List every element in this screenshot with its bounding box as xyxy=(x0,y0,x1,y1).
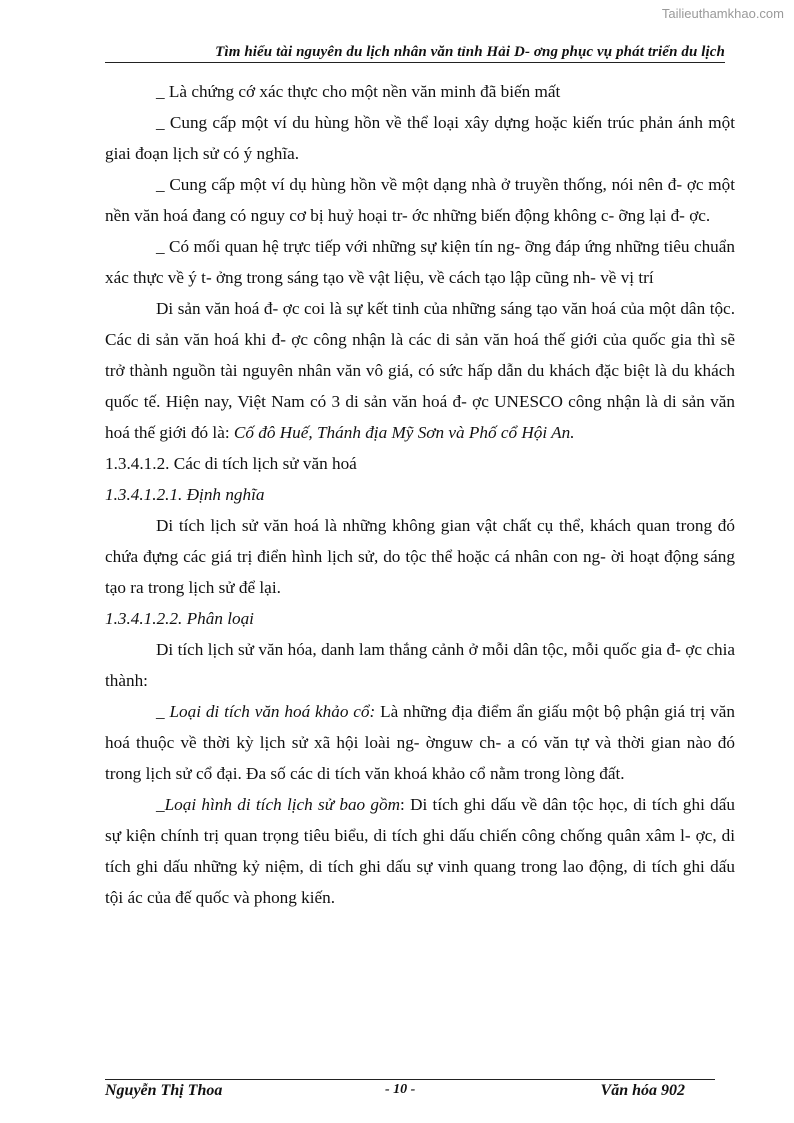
footer-course: Văn hóa 902 xyxy=(600,1082,685,1099)
subsection-heading-classification: 1.3.4.1.2.2. Phân loại xyxy=(105,609,254,628)
section-heading: 1.3.4.1.2. Các di tích lịch sử văn hoá xyxy=(105,454,357,473)
page-footer xyxy=(105,1082,715,1106)
archaeology-paragraph xyxy=(105,696,735,789)
watermark: Tailieuthamkhao.com xyxy=(661,6,784,21)
subsection-heading-definition: 1.3.4.1.2.1. Định nghĩa xyxy=(105,485,265,504)
definition-paragraph: Di tích lịch sử văn hoá là những không gian vật chất cụ thể, khách quan trong đó chứa đựng các giá trị điển hình lịch sử, do tộc thể hoặc cá nhân con ng- ời hoạt động sáng tạo ra trong lịch sử để lại. xyxy=(105,516,735,597)
bullet-paragraph: _ Là chứng cớ xác thực cho một nền văn minh đã biến mất xyxy=(156,82,561,101)
footer-divider xyxy=(105,1079,715,1080)
page-body xyxy=(105,76,735,913)
classification-paragraph: Di tích lịch sử văn hóa, danh lam thắng cảnh ở mỗi dân tộc, mỗi quốc gia đ- ợc chia thành: xyxy=(105,640,735,690)
footer-author: Nguyễn Thị Thoa xyxy=(105,1082,223,1099)
bullet-paragraph: _ Cung cấp một ví dụ hùng hồn về một dạng nhà ở truyền thống, nói nên đ- ợc một nền văn hoá đang có nguy cơ bị huỷ hoại tr- ớc những biến động không c- ỡng lại đ- ợc. xyxy=(105,175,735,225)
paragraph-text: Là những địa điểm ẩn giấu một bộ phận giá trị văn hoá thuộc về thời kỳ lịch sử xã hội loài ng- ờnguw ch- a có văn tự và thời gian nào đó trong lịch sử cổ đại. Đa số các di tích văn khoá khảo cổ nằm trong lòng đất. xyxy=(105,702,736,783)
archaeology-lead: _ Loại di tích văn hoá khảo cổ: xyxy=(156,702,376,721)
running-header: Tìm hiểu tài nguyên du lịch nhân văn tỉnh Hải D- ơng phục vụ phát triển du lịch xyxy=(105,44,725,63)
bullet-paragraph: _ Cung cấp một ví du hùng hồn về thể loại xây dựng hoặc kiến trúc phản ánh một giai đoạn lịch sử có ý nghĩa. xyxy=(105,113,735,163)
historic-sites-paragraph xyxy=(105,789,735,913)
paragraph-text: : Di tích ghi dấu về dân tộc học, di tích ghi dấu sự kiện chính trị quan trọng tiêu biểu, di tích ghi dấu chiến công chống quân xâm l- ợc, di tích ghi dấu những kỷ niệm, di tích ghi dấu sự vinh quang trong lao động, di tích ghi dấu tội ác của đế quốc và phong kiến. xyxy=(105,795,735,907)
page-number: - 10 - xyxy=(385,1082,416,1097)
historic-sites-lead: _Loại hình di tích lịch sử bao gồm xyxy=(156,795,401,814)
paragraph-text: Di sản văn hoá đ- ợc coi là sự kết tinh của những sáng tạo văn hoá của một dân tộc. Các di sản văn hoá khi đ- ợc công nhận là các di sản văn hoá thế giới của quốc gia thì sẽ trở thành nguồn tài nguyên nhân văn vô giá, có sức hấp dẫn du khách đặc biệt là du khách quốc tế. Hiện nay, Việt Nam có 3 di sản văn hoá đ- ợc UNESCO công nhận là di sản văn hoá thế giới đó là: xyxy=(105,299,735,442)
heritage-paragraph xyxy=(105,293,735,448)
heritage-sites-italic: Cố đô Huế, Thánh địa Mỹ Sơn và Phố cổ Hội An. xyxy=(233,423,575,442)
bullet-paragraph: _ Có mối quan hệ trực tiếp với những sự kiện tín ng- ỡng đáp ứng những tiêu chuẩn xác thực về ý t- ởng trong sáng tạo về vật liệu, về cách tạo lập cũng nh- về vị trí xyxy=(105,237,735,287)
